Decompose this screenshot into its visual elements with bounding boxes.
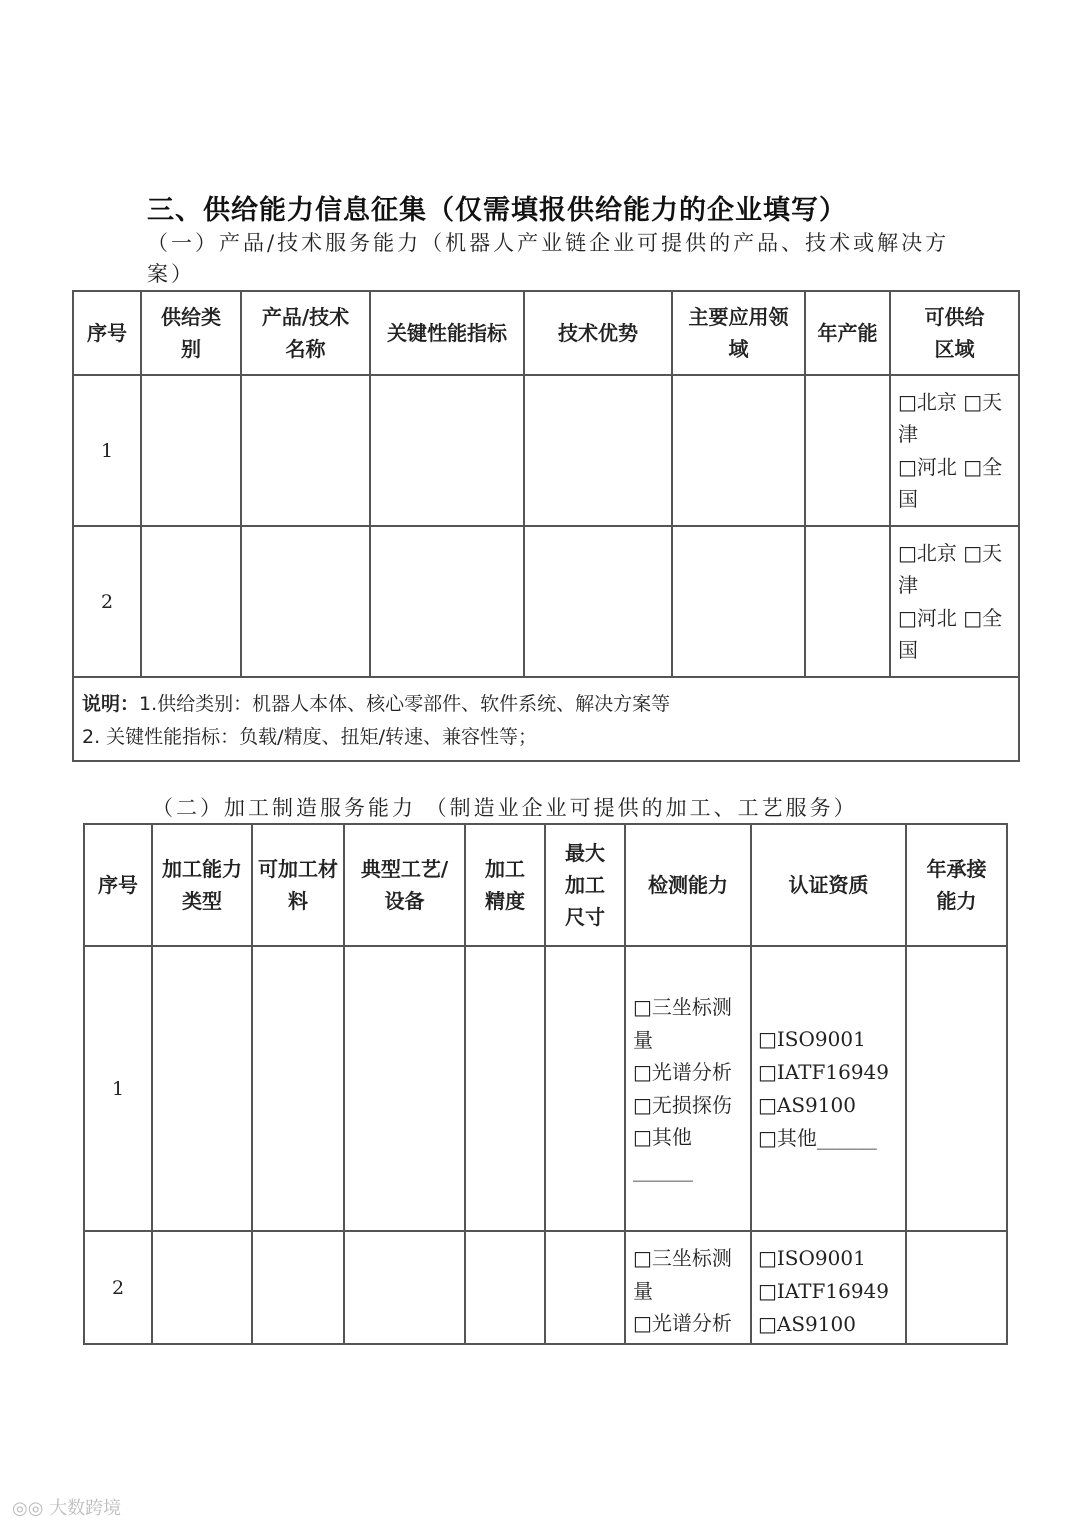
col-header-annual-capacity: 年产能: [805, 291, 890, 375]
table-row: [84, 1231, 1007, 1344]
row-number: 2: [84, 1231, 152, 1344]
supply-type-cell[interactable]: [141, 526, 241, 677]
product-name-cell[interactable]: [241, 375, 370, 526]
cert-option[interactable]: □IATF16949: [758, 1059, 889, 1084]
product-capability-table: [72, 290, 1020, 762]
row-number: 1: [73, 375, 141, 526]
tech-advantage-cell[interactable]: [524, 375, 672, 526]
supply-type-cell[interactable]: [141, 375, 241, 526]
region-option-line[interactable]: □北京 □天津: [898, 389, 1003, 446]
cert-option[interactable]: □ISO9001: [758, 1246, 866, 1270]
watermark: ◎◎ 大数跨境: [12, 1498, 122, 1519]
cert-option[interactable]: □ISO9001: [758, 1026, 866, 1051]
precision-cell[interactable]: [465, 1231, 545, 1344]
detection-checkboxes[interactable]: [625, 946, 751, 1231]
materials-cell[interactable]: [252, 946, 344, 1231]
application-field-cell[interactable]: [672, 375, 805, 526]
detection-option[interactable]: □光谱分析: [633, 1060, 732, 1084]
annual-capacity-cell[interactable]: [906, 1231, 1007, 1344]
max-size-cell[interactable]: [545, 946, 625, 1231]
col-header-annual-capacity: 年承接能力: [906, 824, 1007, 946]
note-line: 1.供给类别：机器人本体、核心零部件、软件系统、解决方案等: [139, 693, 671, 715]
region-option-line[interactable]: □北京 □天津: [898, 540, 1003, 597]
cert-option[interactable]: □AS9100: [758, 1312, 856, 1336]
col-header-tech-advantage: 技术优势: [524, 291, 672, 375]
col-header-materials: 可加工材料: [252, 824, 344, 946]
processing-type-cell[interactable]: [152, 1231, 252, 1344]
row-number: 1: [84, 946, 152, 1231]
note-line: 2. 关键性能指标：负载/精度、扭矩/转速、兼容性等；: [82, 726, 537, 748]
col-header-typical-process: 典型工艺/设备: [344, 824, 465, 946]
col-header-certification: 认证资质: [751, 824, 906, 946]
cert-option[interactable]: □其他______: [758, 1125, 877, 1150]
supply-region-checkboxes[interactable]: [890, 526, 1019, 677]
cert-option[interactable]: □IATF16949: [758, 1279, 889, 1303]
key-metrics-cell[interactable]: [370, 375, 524, 526]
note-label: 说明：: [82, 693, 140, 715]
detection-option[interactable]: □三坐标测量: [633, 1246, 732, 1303]
col-header-detection: 检测能力: [625, 824, 751, 946]
detection-option[interactable]: □无损探伤: [633, 1092, 732, 1117]
typical-process-cell[interactable]: [344, 946, 465, 1231]
max-size-cell[interactable]: [545, 1231, 625, 1344]
col-header-max-size: 最大加工尺寸: [545, 824, 625, 946]
product-name-cell[interactable]: [241, 526, 370, 677]
processing-type-cell[interactable]: [152, 946, 252, 1231]
detection-checkboxes[interactable]: [625, 1231, 751, 1344]
col-header-supply-type: 供给类别: [141, 291, 241, 375]
precision-cell[interactable]: [465, 946, 545, 1231]
table-header-row: [84, 824, 1007, 946]
note-row: [73, 677, 1019, 761]
processing-capability-table: [83, 823, 1008, 1345]
table-header-row: [73, 291, 1019, 375]
annual-capacity-cell[interactable]: [906, 946, 1007, 1231]
col-header-no: 序号: [73, 291, 141, 375]
col-header-key-metrics: 关键性能指标: [370, 291, 524, 375]
supply-region-checkboxes[interactable]: [890, 375, 1019, 526]
part2-subtitle: （二）加工制造服务能力 （制造业企业可提供的加工、工艺服务）: [152, 796, 858, 820]
application-field-cell[interactable]: [672, 526, 805, 677]
part1-subtitle: （一）产品/技术服务能力（机器人产业链企业可提供的产品、技术或解决方案）: [147, 231, 950, 286]
table-row: [73, 375, 1019, 526]
col-header-application-field: 主要应用领域: [672, 291, 805, 375]
table-row: [73, 526, 1019, 677]
certification-checkboxes[interactable]: [751, 946, 906, 1231]
col-header-processing-type: 加工能力类型: [152, 824, 252, 946]
col-header-precision: 加工精度: [465, 824, 545, 946]
col-header-product-name: 产品/技术名称: [241, 291, 370, 375]
note-cell: [73, 677, 1019, 761]
table-row: [84, 946, 1007, 1231]
annual-capacity-cell[interactable]: [805, 526, 890, 677]
detection-option[interactable]: □光谱分析: [633, 1311, 732, 1335]
annual-capacity-cell[interactable]: [805, 375, 890, 526]
certification-checkboxes[interactable]: [751, 1231, 906, 1344]
detection-option[interactable]: □三坐标测量: [633, 995, 732, 1052]
cert-option[interactable]: □AS9100: [758, 1092, 856, 1117]
tech-advantage-cell[interactable]: [524, 526, 672, 677]
row-number: 2: [73, 526, 141, 677]
region-option-line[interactable]: □河北 □全国: [898, 454, 1003, 511]
col-header-no: 序号: [84, 824, 152, 946]
col-header-supply-region: 可供给区域: [890, 291, 1019, 375]
region-option-line[interactable]: □河北 □全国: [898, 605, 1003, 662]
detection-option[interactable]: □其他______: [633, 1125, 693, 1182]
key-metrics-cell[interactable]: [370, 526, 524, 677]
materials-cell[interactable]: [252, 1231, 344, 1344]
typical-process-cell[interactable]: [344, 1231, 465, 1344]
section-title: 三、供给能力信息征集（仅需填报供给能力的企业填写）: [147, 195, 847, 226]
